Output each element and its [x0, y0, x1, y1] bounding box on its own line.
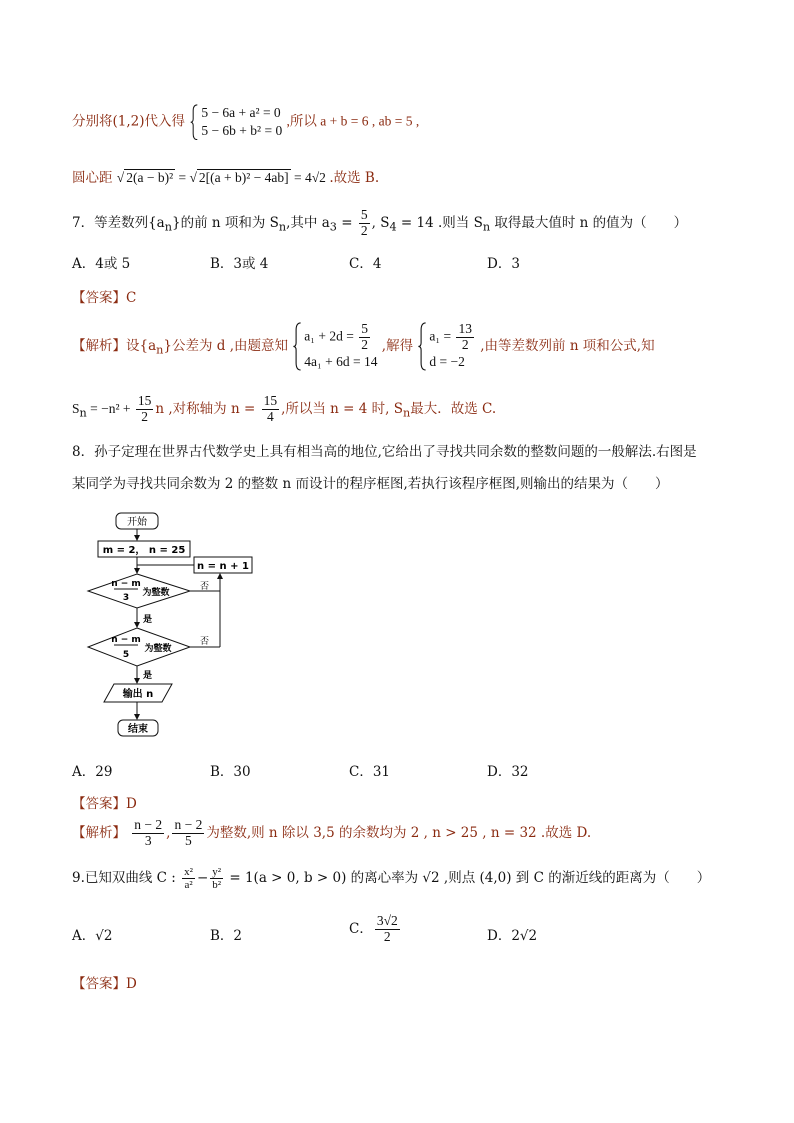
denominator: b²	[212, 879, 222, 892]
flow-cond2-denominator: 5	[122, 650, 130, 660]
numerator: 15	[137, 393, 152, 408]
answer-label: 【答案】	[72, 976, 126, 992]
text: ,解得	[381, 337, 414, 354]
flow-start-label: 开始	[127, 517, 147, 528]
brace-icon	[292, 322, 302, 371]
fraction	[172, 818, 204, 849]
value: = 4√2	[294, 170, 326, 185]
equation-system	[292, 322, 377, 371]
flow-cond1-numerator: n − m	[111, 579, 141, 589]
flow-no-label: 否	[200, 582, 210, 592]
flow-yes-label: 是	[143, 671, 153, 681]
equation-row: 5 − 6b + b² = 0	[201, 123, 283, 139]
flow-cond2-tail: 为整数	[144, 644, 172, 654]
numerator: 15	[263, 393, 278, 408]
text: 设{a	[126, 337, 157, 354]
q8-option-c: C．31	[349, 764, 391, 780]
flow-cond1-denominator: 3	[122, 593, 130, 603]
numerator: n − 2	[174, 817, 203, 832]
numerator: n − 2	[134, 817, 163, 832]
text: ,所以 a + b = 6 , ab = 5 ,	[286, 113, 420, 129]
flow-yes-label: 是	[143, 615, 153, 625]
q8-option-a: A．29	[72, 764, 113, 780]
denominator: 2	[361, 336, 368, 352]
q7-analysis-line1: 【解析】设$\{a_n\}$公差为 d ,由题意知 a₁ + 2d = $\frac{5}{2}$ 4a₁ + 6d = 14 ,解得 a₁ = $\frac{13}{2}$ d = −2 ,由等差数列前 n 项和公式,知	[72, 322, 655, 371]
q9-option-a: A．√2	[72, 928, 113, 944]
q7-answer	[72, 286, 136, 306]
math-expression: √ 2(a − b)² = √ 2[(a + b)² − 4ab] = 4√2	[116, 170, 326, 185]
q7-option-a: A．4或 5	[72, 256, 131, 272]
numerator: 13	[458, 321, 472, 336]
q9-stem: 9.已知双曲线 C : $\frac{\text{x²}}{\text{a²}}$ − $\frac{\text{y²}}{\text{b²}}$ = 1(a > 0, b > 0) 的离心率为 √2 ,则点 (4,0) 到 C 的渐近线的距离为（ ）	[72, 866, 711, 892]
fraction	[182, 866, 195, 891]
equation-row: d = −2	[429, 353, 465, 369]
fraction	[359, 322, 370, 353]
answer-value: D	[126, 796, 137, 812]
answer-label: 【答案】	[72, 796, 126, 812]
answer-label: 【答案】	[72, 290, 126, 306]
brace-icon	[417, 322, 427, 371]
fraction	[132, 818, 164, 849]
flow-cond2-numerator: n − m	[111, 635, 141, 645]
flow-condition2-diamond	[88, 628, 190, 666]
numerator: 5	[360, 207, 368, 222]
denominator: 5	[185, 832, 192, 848]
text: 分别将	[72, 113, 113, 130]
flow-update-label: n = n + 1	[197, 561, 249, 572]
analysis-label: 【解析】	[72, 337, 126, 354]
q7-option-b: B．3或 4	[210, 256, 269, 272]
fraction	[375, 914, 400, 945]
flow-init-label: m = 2， n = 25	[102, 545, 186, 556]
q8-stem-line1: 8．孙子定理在世界古代数学史上具有相当高的地位,它给出了寻找共同余数的整数问题的一般解法.右图是	[72, 444, 697, 460]
q8-analysis: 【解析】 $\frac{n - 2}{3}$ , $\frac{n - 2}{5}$ 为整数,则 n 除以 3,5 的余数均为 2 , n > 25 , n = 32 .故选 D.	[72, 817, 592, 848]
denominator: 2	[461, 336, 469, 352]
equation-row: 5 − 6a + a² = 0	[201, 105, 281, 120]
q9-answer	[72, 972, 137, 992]
denominator: 2	[141, 408, 149, 424]
q9-option-c	[349, 914, 402, 945]
text: }公差为 d ,由题意知	[163, 337, 288, 354]
numerator: x²	[184, 866, 193, 878]
answer-value: D	[126, 976, 137, 992]
numerator: 3√2	[376, 913, 398, 928]
flow-end-label: 结束	[128, 724, 148, 735]
equation-row: a₁ =	[429, 328, 455, 344]
numerator: y²	[212, 866, 222, 878]
fraction	[262, 394, 280, 425]
q8-stem-line2: 某同学为寻找共同余数为 2 的整数 n 而设计的程序框图,若执行该程序框图,则输出的结果为（ ）	[72, 476, 669, 492]
text: 9.已知双曲线 C :	[72, 870, 181, 887]
flow-cond1-tail: 为整数	[142, 588, 170, 598]
text: = 14 .则当 S	[396, 214, 483, 231]
analysis-label: 【解析】	[72, 824, 126, 841]
math-text: = −n² +	[86, 400, 134, 416]
text: 取得最大值时 n 的值为（ ）	[490, 214, 688, 231]
text: 为整数,则 n 除以 3,5 的余数均为 2 , n > 25 , n = 32 .故选 D.	[206, 824, 592, 841]
fraction	[136, 394, 154, 425]
fraction	[456, 322, 474, 353]
text: ,所以当 n = 4 时, S	[281, 400, 403, 417]
q9-option-d: D．2√2	[487, 928, 538, 944]
text: 7．等差数列{a	[72, 214, 165, 231]
answer-value: C	[126, 290, 137, 306]
q7-analysis-line2: $S_n = -n^2$ + $\frac{15}{2}$ n ,对称轴为 n = $\frac{15}{4}$ ,所以当 n = 4 时, $S_n$最大．故选 C.	[72, 393, 497, 424]
math-text: S	[72, 400, 80, 416]
brace-icon	[189, 104, 199, 140]
equation-row: 4a₁ + 6d = 14	[304, 353, 378, 369]
flow-no-label: 否	[200, 637, 210, 647]
text: 最大．故选 C.	[410, 400, 497, 417]
text: }的前 n 项和为 S	[171, 214, 279, 231]
q6-substitution-line	[72, 104, 419, 140]
denominator: a²	[184, 879, 193, 892]
q8-option-b: B．30	[210, 764, 251, 780]
math-text: (1,2)	[112, 113, 145, 130]
text: 代入得	[144, 113, 186, 130]
text: =	[336, 214, 357, 231]
text: .故选 B.	[329, 170, 380, 186]
text: = 1(a > 0, b > 0) 的离心率为 √2 ,则点 (4,0) 到 C 的渐近线的距离为（ ）	[225, 870, 711, 887]
q8-option-d: D．32	[487, 764, 529, 780]
flow-output-label: 输出 n	[122, 689, 154, 700]
fraction	[210, 866, 223, 891]
q7-option-c: C．4	[349, 256, 382, 272]
q9-option-b: B．2	[210, 928, 243, 944]
text: 圆心距	[72, 170, 113, 186]
q8-answer	[72, 792, 137, 812]
q7-stem: 7．等差数列$\{a_n\}$的前 n 项和为 $S_n$,其中 $a_3$ = $\frac{5}{2}$ , $S_4 = 14$ .则当 $S_n$ 取得最大值时 n 的值为（ ）	[72, 207, 688, 238]
denominator: 2	[360, 222, 368, 238]
q6-distance-line	[72, 166, 379, 186]
equation-row: a₁ + 2d =	[304, 328, 358, 344]
equation-system	[189, 104, 282, 140]
denominator: 4	[266, 408, 274, 424]
fraction	[359, 208, 370, 239]
text: , S	[371, 214, 390, 231]
text: ,由等差数列前 n 项和公式,知	[480, 337, 655, 354]
text: ,其中 a	[286, 214, 330, 231]
text: n ,对称轴为 n =	[155, 400, 260, 417]
denominator: 2	[383, 928, 391, 944]
radicand: 2[(a + b)² − 4ab]	[198, 170, 289, 185]
option-label: C．	[349, 920, 373, 937]
flowchart	[86, 507, 266, 743]
denominator: 3	[144, 832, 152, 848]
equation-system	[417, 322, 476, 371]
radicand: 2(a − b)²	[126, 170, 174, 185]
numerator: 5	[361, 321, 368, 336]
q7-option-d: D．3	[487, 256, 520, 272]
